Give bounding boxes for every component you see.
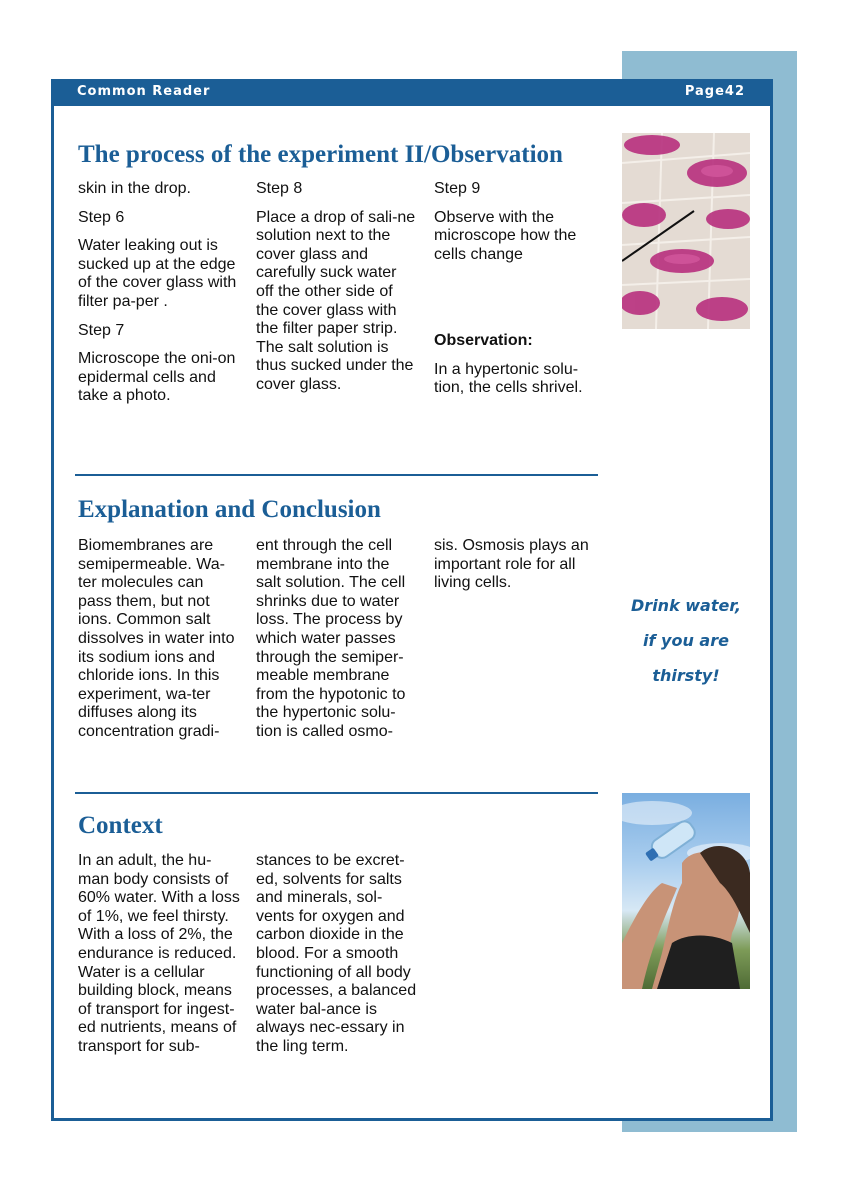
context-text: stances to be excret-ed, solvents for salts and minerals, sol-vents for oxygen and carbon dioxide in the blood. For a smooth functioning of all body processes, a balanced water bal-ance is always nec-essary in the ling term. (256, 852, 417, 1055)
context-column-1 (78, 852, 240, 1057)
step-label: Step 7 (78, 321, 125, 339)
explanation-column-1 (78, 537, 240, 742)
page-number: Page42 (684, 84, 745, 99)
process-column-1 (78, 180, 240, 416)
publication-title: Common Reader (77, 84, 211, 99)
woman-drinking-water-photo (622, 793, 750, 989)
process-column-3 (434, 180, 596, 274)
process-text: Water leaking out is sucked up at the edge of the cover glass with filter pa-per . (78, 237, 237, 310)
process-text: skin in the drop. (78, 180, 191, 197)
section-title-context: Context (78, 812, 163, 839)
section-title-process: The process of the experiment II/Observation (78, 141, 563, 168)
process-text: Place a drop of sali-ne solution next to the cover glass and carefully suck water off the other side of the cover glass with the filter paper strip. The salt solution is thus sucked under the cover glass. (256, 208, 416, 393)
observation-title: Observation: (434, 332, 533, 349)
quote-line: Drink water, (631, 596, 741, 615)
onion-cells-photo (622, 133, 750, 329)
explanation-column-2 (256, 537, 418, 742)
quote-line: if you are (643, 631, 729, 650)
quote-line: thirsty! (652, 666, 720, 685)
header-bar (51, 79, 773, 106)
process-text: Microscope the oni-on epidermal cells and take a photo. (78, 350, 236, 405)
explanation-text: ent through the cell membrane into the salt solution. The cell shrinks due to water loss. The process by which water passes through the semiper-meable membrane from the hypotonic to the hypertonic solu-tion is called osmo- (256, 537, 406, 740)
sidebar-quote (622, 588, 750, 693)
context-column-2 (256, 852, 418, 1057)
section-divider (75, 474, 598, 476)
explanation-text: Biomembranes are semipermeable. Wa-ter molecules can pass them, but not ions. Common salt dissolves in water into its sodium ions and chloride ions. In this experiment, wa-ter diffuses along its concentration gradi- (78, 537, 235, 740)
step-label: Step 8 (256, 180, 303, 197)
step-label: Step 6 (78, 208, 125, 226)
explanation-text: sis. Osmosis plays an important role for all living cells. (434, 537, 589, 592)
step-label: Step 9 (434, 180, 481, 197)
context-text: In an adult, the hu-man body consists of 60% water. With a loss of 1%, we feel thirsty. With a loss of 2%, the endurance is reduced. Water is a cellular building block, means of transport for ingest-ed nutrients, means of transport for sub- (78, 852, 240, 1055)
onion-cells-illustration (622, 133, 750, 329)
section-divider (75, 792, 598, 794)
woman-drinking-illustration (622, 793, 750, 989)
observation-block (434, 332, 596, 408)
section-title-explanation: Explanation and Conclusion (78, 496, 381, 523)
explanation-column-3 (434, 537, 596, 593)
process-column-2 (256, 180, 418, 405)
observation-text: In a hypertonic solu-tion, the cells shrivel. (434, 360, 583, 397)
process-text: Observe with the microscope how the cells change (434, 208, 577, 263)
